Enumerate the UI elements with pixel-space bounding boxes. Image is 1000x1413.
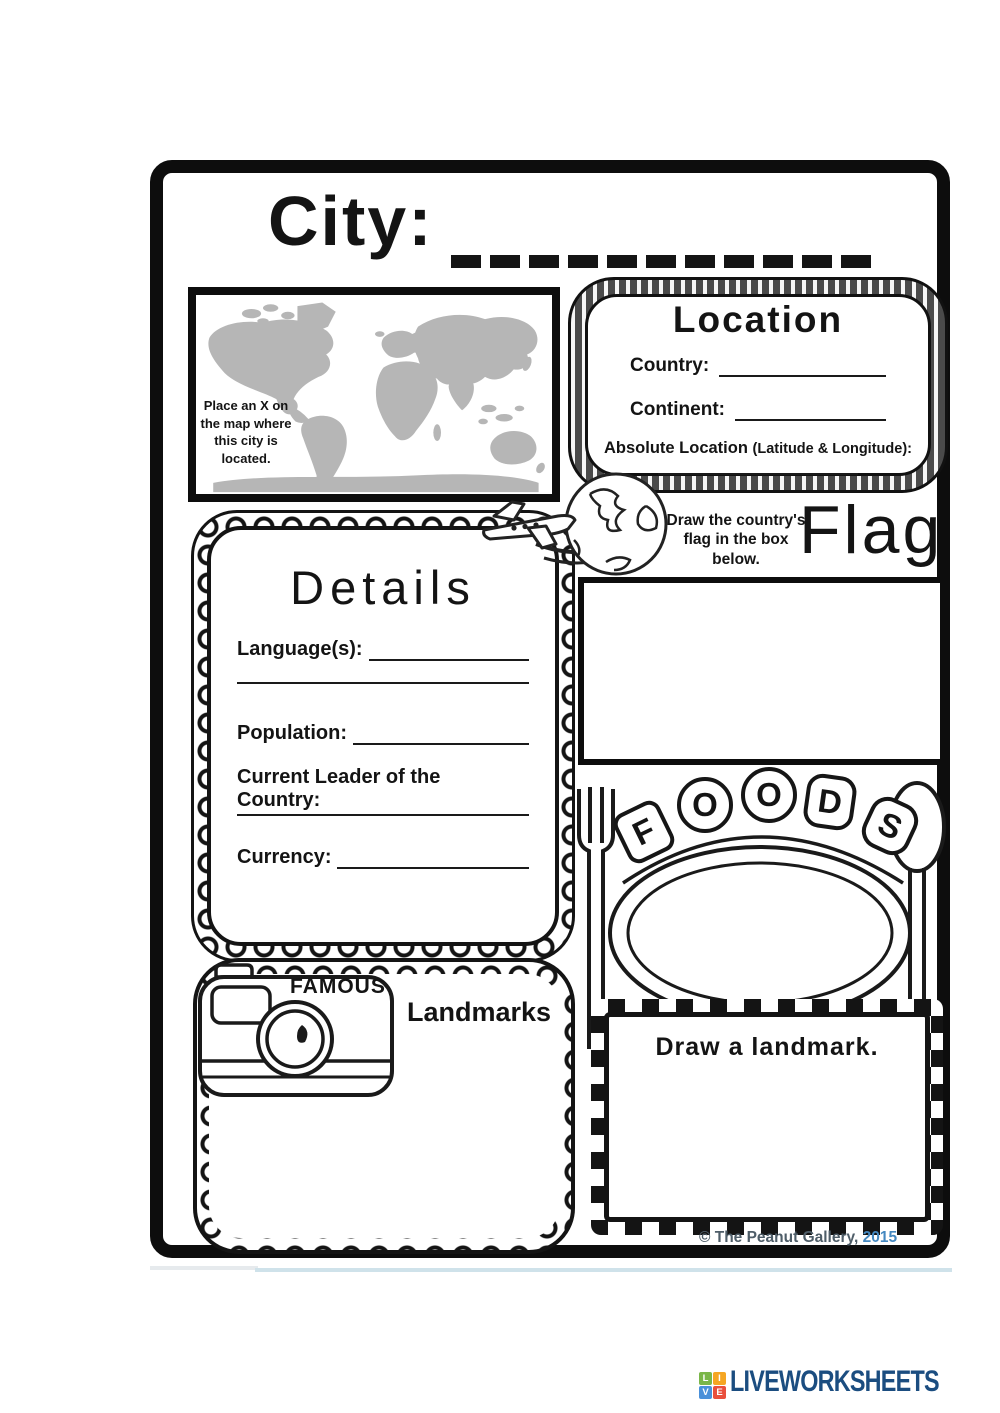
continent-label: Continent: (630, 399, 725, 420)
copyright-owner: © The Peanut Gallery, (699, 1229, 859, 1246)
landmarks-label: Landmarks (407, 997, 552, 1027)
continent-answer-line[interactable] (735, 400, 886, 421)
location-section (568, 277, 948, 493)
copyright-text (699, 1229, 897, 1247)
landmark-drawing-box[interactable] (604, 1012, 930, 1222)
city-title-label: City: (268, 182, 434, 260)
city-answer-line[interactable] (451, 255, 875, 268)
map-instruction: Place an X on the map where this city is located. (200, 398, 292, 466)
details-title: Details (290, 561, 476, 614)
flag-instruction: Draw the country's flag in the box below. (666, 512, 806, 568)
foods-letter: O (741, 767, 797, 823)
language-answer-line-2[interactable] (237, 682, 529, 684)
foods-letter: F (610, 797, 679, 867)
worksheet-frame (150, 160, 950, 1258)
details-card (207, 526, 559, 946)
country-answer-line[interactable] (719, 356, 886, 377)
famous-label: FAMOUS (290, 975, 386, 998)
separator-line-left (150, 1266, 258, 1270)
location-card (585, 294, 931, 476)
liveworksheets-brand-text[interactable]: LIVEWORKSHEETS (730, 1365, 939, 1398)
absolute-location-label: Absolute Location (604, 439, 748, 457)
camera-illustration (196, 963, 396, 1103)
leader-label: Current Leader of the Country: (237, 766, 441, 811)
logo-square-l: L (699, 1372, 712, 1385)
flag-drawing-box[interactable] (578, 577, 946, 765)
foods-letter: S (856, 791, 924, 861)
language-answer-line[interactable] (369, 639, 529, 661)
currency-label: Currency: (237, 846, 332, 868)
logo-square-e: E (713, 1386, 726, 1399)
population-answer-line[interactable] (353, 723, 529, 745)
country-label: Country: (630, 355, 710, 376)
liveworksheets-footer (699, 1365, 998, 1399)
location-title: Location (672, 299, 844, 340)
foods-letter: O (677, 777, 733, 833)
separator-line (255, 1268, 952, 1272)
language-label: Language(s): (237, 638, 363, 660)
logo-square-v: V (699, 1386, 712, 1399)
population-label: Population: (237, 722, 347, 744)
logo-square-i: I (713, 1372, 726, 1385)
landmark-drawing-section (591, 999, 943, 1235)
flag-title: Flag (799, 492, 944, 568)
copyright-year: 2015 (862, 1229, 898, 1246)
absolute-location-note: (Latitude & Longitude): (752, 441, 912, 457)
draw-landmark-instruction: Draw a landmark. (655, 1033, 879, 1061)
airplane-globe-illustration (478, 468, 673, 583)
currency-answer-line[interactable] (337, 847, 529, 869)
liveworksheets-logo-icon[interactable] (699, 1372, 726, 1399)
foods-letter: D (801, 772, 858, 832)
absolute-location-answer-line[interactable] (658, 473, 858, 475)
leader-answer-line[interactable] (237, 814, 529, 816)
